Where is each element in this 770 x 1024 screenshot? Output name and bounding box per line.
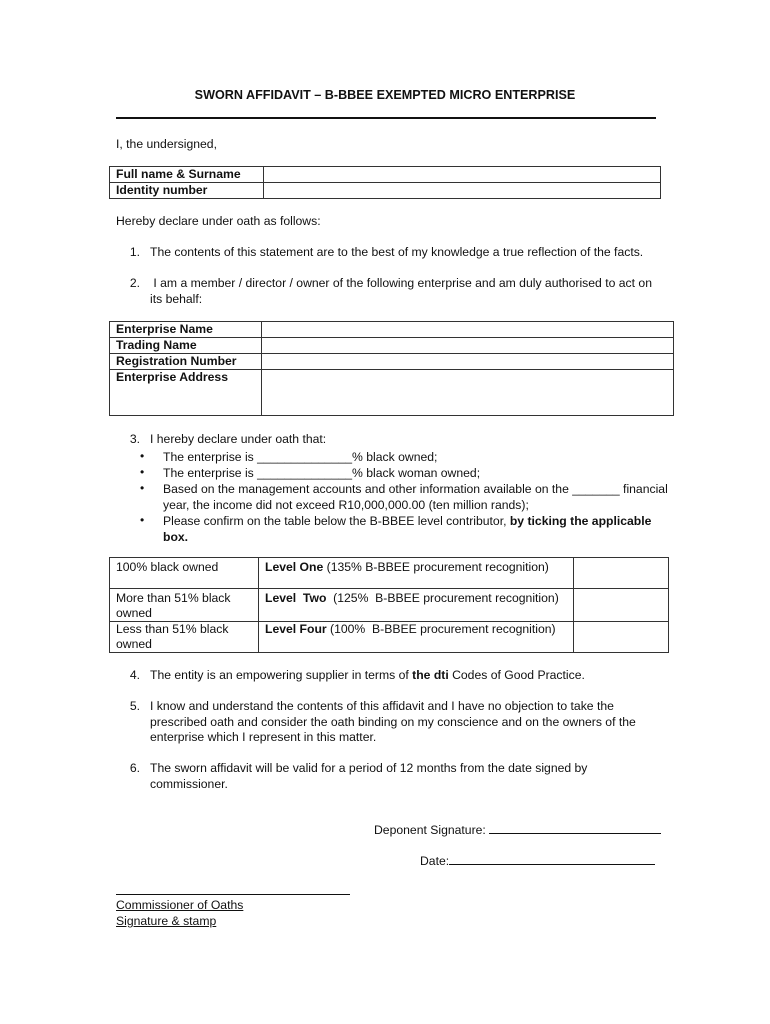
date-line[interactable] <box>449 852 655 865</box>
bullet-confirm-line-2: box. <box>163 530 189 544</box>
level-four-tick-box[interactable] <box>574 622 669 653</box>
enterprise-address-field[interactable] <box>262 370 674 416</box>
bullet-black-woman-owned: The enterprise is ______________% black woman owned; <box>163 466 481 480</box>
level-row-3-owned-line-2: owned <box>116 637 152 651</box>
commissioner-signature-line[interactable] <box>116 894 350 895</box>
document-title: SWORN AFFIDAVIT – B-BBEE EXEMPTED MICRO ENTERPRISE <box>194 88 576 102</box>
full-name-field[interactable] <box>264 167 661 183</box>
item-5-number: 5. <box>129 699 140 713</box>
bullet-confirm-line-1 <box>163 513 658 529</box>
item-3-number: 3. <box>129 432 140 446</box>
level-row-2-level <box>259 589 574 622</box>
signature-stamp-label: Signature & stamp <box>116 914 217 928</box>
identity-table <box>109 166 661 199</box>
bullet-icon: • <box>140 449 145 463</box>
bullet-icon: • <box>140 465 145 479</box>
level-four-desc: (100% B-BBEE procurement recognition) <box>326 622 556 636</box>
trading-name-field[interactable] <box>262 338 674 354</box>
item-4-number: 4. <box>129 668 140 682</box>
item-6-number: 6. <box>129 761 140 775</box>
level-row-1-level <box>259 558 574 589</box>
item-6-line-1: The sworn affidavit will be valid for a period of 12 months from the date signed by <box>150 761 588 775</box>
level-row-3-owned-line-1: Less than 51% black <box>116 622 229 636</box>
level-one-desc: (135% B-BBEE procurement recognition) <box>323 560 549 574</box>
full-name-label: Full name & Surname <box>110 167 264 183</box>
item-2-line-1: I am a member / director / owner of the following enterprise and am duly authorised to act on <box>150 276 652 290</box>
bullet-confirm-text: Please confirm on the table below the B-BBEE level contributor, <box>163 514 510 528</box>
item-6-line-2: commissioner. <box>150 776 228 791</box>
level-row-2-owned-line-1: More than 51% black <box>116 591 231 605</box>
registration-number-label: Registration Number <box>110 354 262 370</box>
intro-text: I, the undersigned, <box>116 137 217 151</box>
item-2-number: 2. <box>129 276 140 290</box>
item-3-text: I hereby declare under oath that: <box>150 432 327 446</box>
declare-text: Hereby declare under oath as follows: <box>116 214 321 228</box>
bullet-income-line-2: year, the income did not exceed R10,000,000.00 (ten million rands); <box>163 498 529 512</box>
identity-number-field[interactable] <box>264 183 661 199</box>
level-row-3-owned <box>110 622 259 653</box>
deponent-signature-line[interactable] <box>489 821 661 834</box>
bullet-icon: • <box>140 481 145 495</box>
date-label: Date: <box>420 854 450 868</box>
level-two-desc: (125% B-BBEE procurement recognition) <box>326 591 559 605</box>
enterprise-address-label: Enterprise Address <box>110 370 262 416</box>
item-4-text-c: Codes of Good Practice. <box>448 668 585 682</box>
registration-number-field[interactable] <box>262 354 674 370</box>
item-5-line-2: prescribed oath and consider the oath binding on my conscience and on the owners of the <box>150 714 636 729</box>
level-one-tick-box[interactable] <box>574 558 669 589</box>
level-two-label: Level Two <box>265 591 327 605</box>
item-4-text-a: The entity is an empowering supplier in terms of <box>150 668 413 682</box>
item-4-text <box>150 668 585 684</box>
item-5-line-3: enterprise which I represent in this matter. <box>150 730 377 744</box>
bullet-black-owned: The enterprise is ______________% black owned; <box>163 450 438 464</box>
enterprise-table <box>109 321 674 416</box>
deponent-signature <box>374 821 661 837</box>
date-signature <box>420 852 655 868</box>
level-row-2-owned-line-2: owned <box>116 606 152 620</box>
level-row-1-owned: 100% black owned <box>110 558 259 589</box>
item-5-line-1: I know and understand the contents of this affidavit and I have no objection to take the <box>150 699 614 713</box>
level-table <box>109 557 669 653</box>
level-one-label: Level One <box>265 560 324 574</box>
item-2-line-2: its behalf: <box>150 291 203 306</box>
item-1-text: The contents of this statement are to the best of my knowledge a true reflection of the facts. <box>150 245 644 259</box>
item-4-dti: the dti <box>412 668 449 682</box>
level-row-3-level <box>259 622 574 653</box>
deponent-signature-label: Deponent Signature: <box>374 823 490 837</box>
identity-number-label: Identity number <box>110 183 264 199</box>
bullet-icon: • <box>140 513 145 527</box>
enterprise-name-field[interactable] <box>262 322 674 338</box>
level-row-2-owned <box>110 589 259 622</box>
level-two-tick-box[interactable] <box>574 589 669 622</box>
trading-name-label: Trading Name <box>110 338 262 354</box>
bullet-confirm-emphasis: by ticking the applicable <box>509 514 652 528</box>
level-four-label: Level Four <box>265 622 327 636</box>
commissioner-label: Commissioner of Oaths <box>116 898 244 912</box>
bullet-income-line-1: Based on the management accounts and other information available on the _______ financial <box>163 482 668 496</box>
enterprise-name-label: Enterprise Name <box>110 322 262 338</box>
title-rule <box>116 117 656 119</box>
item-1-number: 1. <box>129 245 140 259</box>
